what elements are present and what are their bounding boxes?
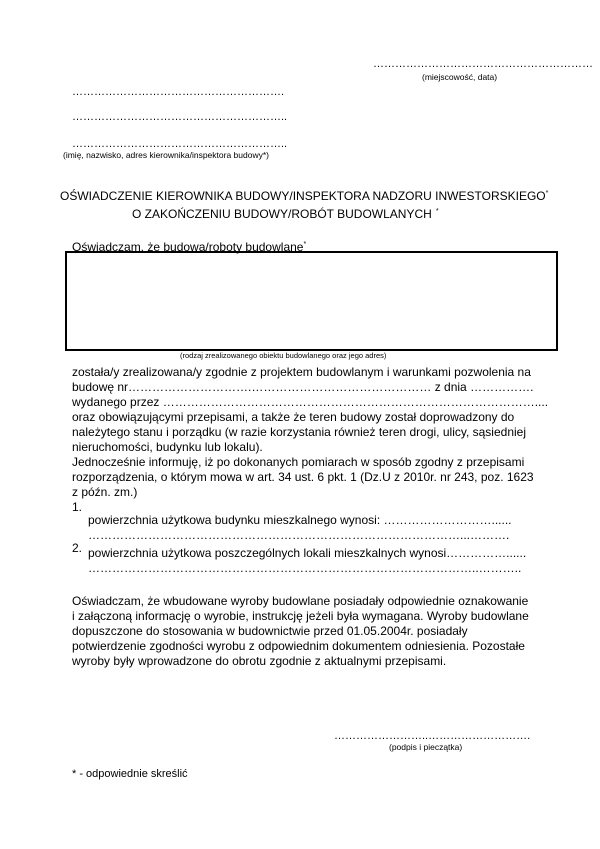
footnote: * - odpowiednie skreślić (72, 768, 188, 780)
document-title-line-2 (132, 207, 439, 221)
final-line-1: Oświadczam, że wbudowane wyroby budowlane posiadały odpowiednie oznakowanie (72, 594, 529, 608)
declaration-intro-text: Oświadczam, że budowa/roboty budowlane (72, 240, 304, 254)
final-line-3: dopuszczone do stosowania w budownictwie przed 01.05.2004r. posiadały (72, 624, 468, 638)
body-line-8: rozporządzenia, o którym mowa w art. 34 ust. 6 pkt. 1 (Dz.U z 2010r. nr 243, poz. 1623 (72, 470, 534, 484)
name-line-2[interactable]: ………………………………………………….. (72, 111, 288, 123)
title-footnote-star: * (545, 190, 549, 197)
document-title-line-1 (60, 189, 548, 203)
body-line-7: Jednocześnie informuję, iż po dokonanych pomiarach w sposób zgodny z przepisami (72, 455, 525, 469)
building-description-box[interactable] (65, 251, 558, 351)
date-place-caption: (miejscowość, data) (422, 72, 498, 82)
body-line-6: nieruchomości, budynku lub lokalu). (72, 440, 263, 454)
body-line-9: z późn. zm.) (72, 485, 138, 499)
signature-caption: (podpis i pieczątka) (389, 742, 463, 752)
name-line-1[interactable]: …………………………………………………. (72, 86, 285, 98)
date-place-line[interactable]: …………………………………………………… (373, 58, 593, 70)
permit-number-line[interactable]: budowę nr………………………….……………………………………… z dnia ……………. (72, 380, 534, 394)
declaration-footnote-star: * (303, 241, 307, 248)
title-text-2: O ZAKOŃCZENIU BUDOWY/ROBÓT BUDOWLANYCH (132, 207, 432, 221)
final-line-5: wyroby były wprowadzone do obrotu zgodnie z aktualnymi przepisami. (72, 654, 447, 668)
title-footnote-star: * (435, 208, 439, 215)
usable-area-apartments-line[interactable]: powierzchnia użytkowa poszczególnych lokali mieszkalnych wynosi……………...... (88, 546, 527, 560)
name-caption: (imię, nazwisko, adres kierownika/inspektora budowy*) (63, 150, 269, 160)
final-line-2: i załączoną informację o wyrobie, instrukcję jeżeli była wymagana. Wyroby budowlane (72, 609, 529, 623)
building-box-caption: (rodzaj zrealizowanego obiektu budowlanego oraz jego adres) (180, 351, 387, 360)
signature-line[interactable]: ……………………..………………………. (334, 730, 531, 742)
usable-area-apartments-dots[interactable]: ……………………………………………………………………………………..……….. (88, 561, 522, 575)
usable-area-building-line[interactable]: powierzchnia użytkowa budynku mieszkalnego wynosi: ………………………...... (88, 513, 512, 527)
title-text-1: OŚWIADCZENIE KIEROWNIKA BUDOWY/INSPEKTORA NADZORU INWESTORSKIEGO (60, 189, 546, 203)
body-line-1: została/y zrealizowana/y zgodnie z projektem budowlanym i warunkami pozwolenia na (72, 365, 531, 379)
name-line-3[interactable]: ………………………………………………….. (72, 138, 288, 150)
body-line-5: należytego stanu i porządku (w razie korzystania również teren drogi, ulicy, sąsiedniej (72, 425, 527, 439)
list-number-1: 1. (72, 500, 83, 514)
body-line-4: oraz obowiązującymi przepisami, a także że teren budowy został doprowadzony do (72, 410, 515, 424)
final-line-4: potwierdzenie zgodności wyrobu z odpowiednim dokumentem odniesienia. Pozostałe (72, 639, 525, 653)
issued-by-line[interactable]: wydanego przez ………………………………………………………………………………….... (72, 395, 549, 409)
usable-area-building-dots[interactable]: …………………………………………………………………………………...………. (88, 528, 510, 542)
list-number-2: 2. (72, 541, 83, 555)
